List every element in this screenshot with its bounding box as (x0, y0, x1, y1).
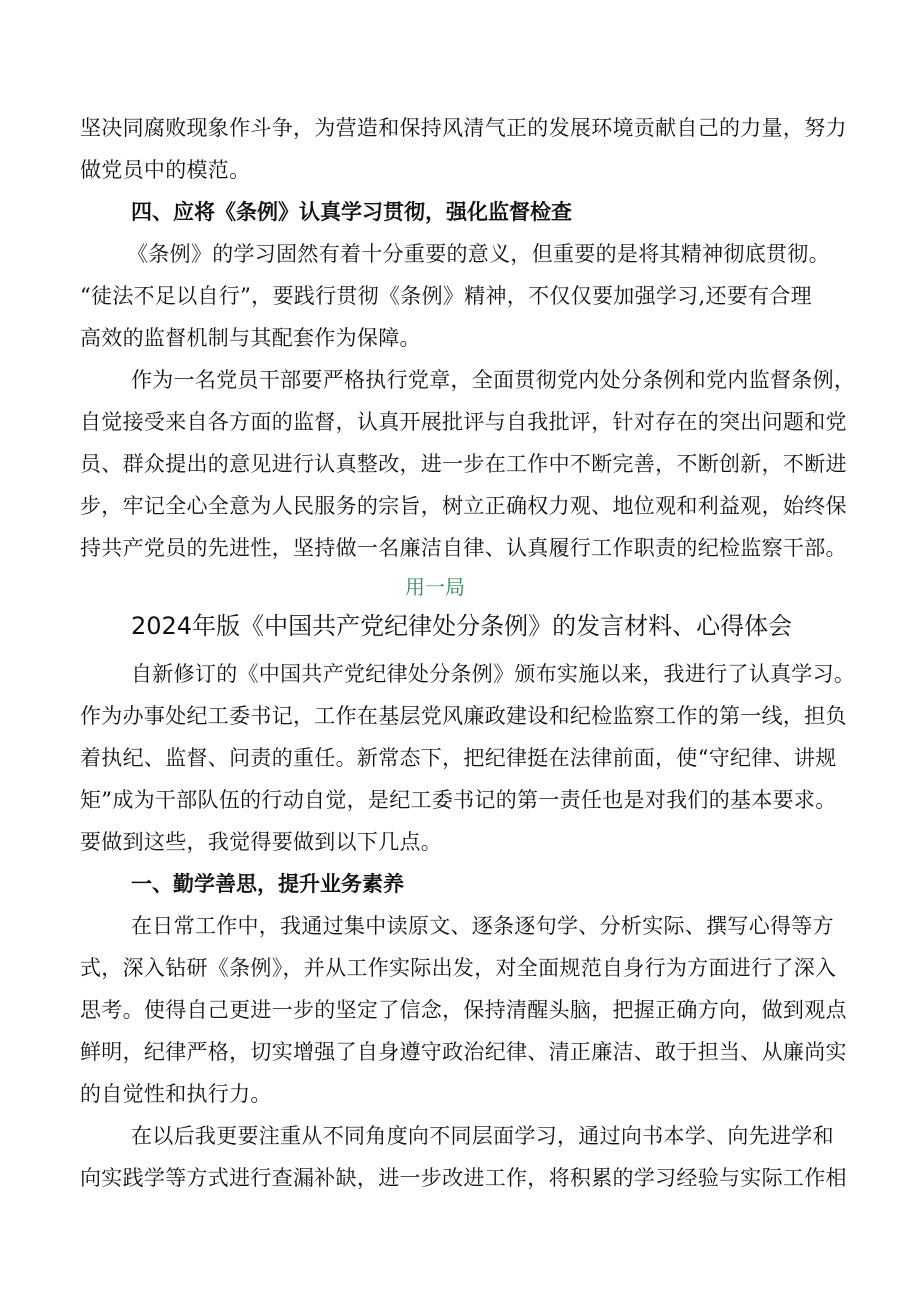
paragraph-line: 着执纪、监督、问责的重任。新常态下，把纪律挺在法律前面，使“守纪律、讲规 (80, 746, 837, 770)
paragraph-line: 要做到这些，我觉得要做到以下几点。 (80, 830, 443, 854)
paragraph-line: 鲜明，纪律严格，切实增强了自身遵守政治纪律、清正廉洁、敢于担当、从廉尚实 (80, 1040, 847, 1064)
paragraph-line: 作为办事处纪工委书记，工作在基层党风廉政建设和纪检监察工作的第一线，担负 (80, 704, 847, 728)
paragraph-line: 矩”成为干部队伍的行动自觉，是纪工委书记的第一责任也是对我们的基本要求。 (80, 788, 837, 812)
paragraph-line: 自觉接受来自各方面的监督，认真开展批评与自我批评，针对存在的突出问题和党 (80, 410, 847, 434)
paragraph-line: 向实践学等方式进行查漏补缺，进一步改进工作，将积累的学习经验与实际工作相 (80, 1166, 847, 1190)
paragraph-line: 坚决同腐败现象作斗争，为营造和保持风清气正的发展环境贡献自己的力量，努力 (80, 116, 847, 140)
paragraph-line: 作为一名党员干部要严格执行党章，全面贯彻党内处分条例和党内监督条例， (131, 368, 856, 392)
paragraph-line: 自新修订的《中国共产党纪律处分条例》颁布实施以来，我进行了认真学习。 (131, 662, 856, 686)
paragraph-line: 步，牢记全心全意为人民服务的宗旨，树立正确权力观、地位观和利益观，始终保 (80, 494, 847, 518)
paragraph-line: 在日常工作中，我通过集中读原文、逐条逐句学、分析实际、撰写心得等方 (131, 914, 834, 938)
paragraph-line: 持共产党员的先进性，坚持做一名廉洁自律、认真履行工作职责的纪检监察干部。 (80, 536, 847, 560)
paragraph-line: 在以后我更要注重从不同角度向不同层面学习，通过向书本学、向先进学和 (131, 1124, 834, 1148)
section-heading-one: 一、勤学善思，提升业务素养 (131, 872, 404, 896)
paragraph-line: 思考。使得自己更进一步的坚定了信念，保持清醒头脑，把握正确方向，做到观点 (80, 998, 847, 1022)
paragraph-line: 做党员中的模范。 (80, 158, 251, 182)
paragraph-line: 式，深入钻研《条例》，并从工作实际出发，对全面规范自身行为方面进行了深入 (80, 956, 837, 980)
section-separator: 用一局 (405, 575, 465, 599)
section-heading-four: 四、应将《条例》认真学习贯彻，强化监督检查 (131, 200, 572, 224)
paragraph-line: 高效的监督机制与其配套作为保障。 (80, 326, 421, 350)
paragraph-line: 员、群众提出的意见进行认真整改，进一步在工作中不断完善，不断创新，不断进 (80, 452, 847, 476)
paragraph-line: 《条例》的学习固然有着十分重要的意义，但重要的是将其精神彻底贯彻。 (127, 242, 830, 266)
paragraph-line: “徒法不足以自行”，要践行贯彻《条例》精神，不仅仅要加强学习,还要有合理 (80, 284, 812, 308)
paragraph-line: 的自觉性和执行力。 (80, 1082, 272, 1106)
document-title: 2024年版《中国共产党纪律处分条例》的发言材料、心得体会 (131, 612, 793, 640)
